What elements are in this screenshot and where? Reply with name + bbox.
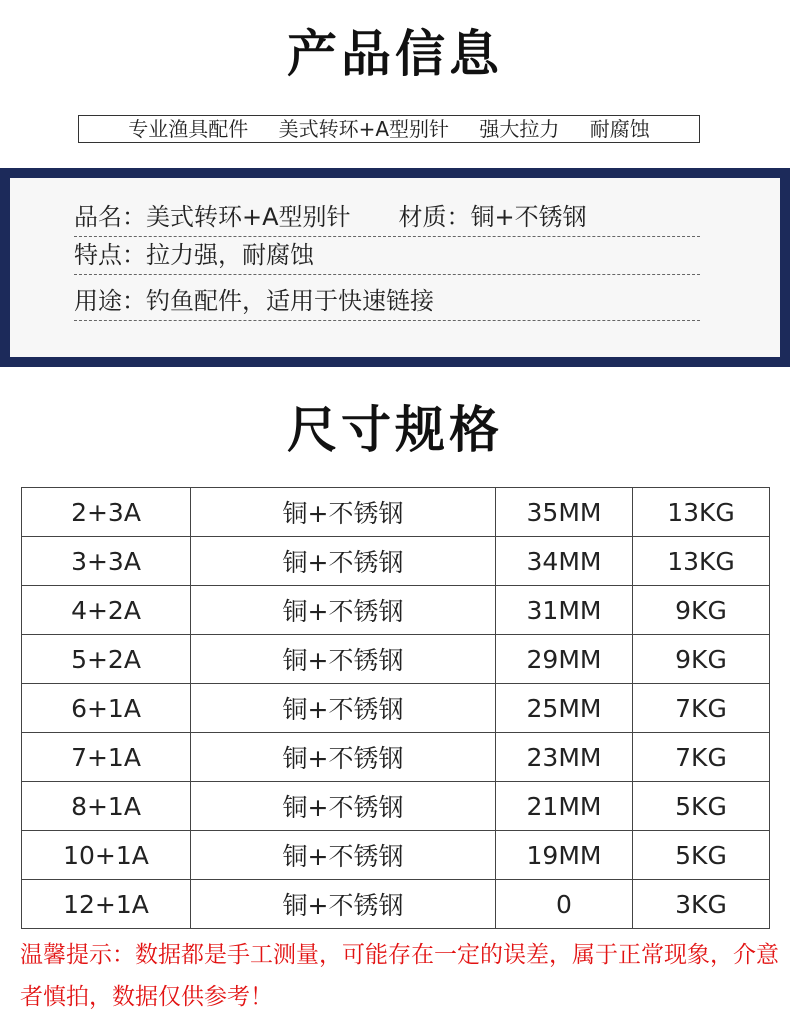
spec-length: 25MM	[496, 684, 633, 733]
spec-strength: 3KG	[633, 880, 770, 929]
table-row	[22, 537, 770, 586]
spec-length: 34MM	[496, 537, 633, 586]
spec-material: 铜+不锈钢	[191, 831, 496, 880]
size-spec-title: 尺寸规格	[287, 401, 503, 459]
table-row	[22, 733, 770, 782]
table-row	[22, 488, 770, 537]
info-panel	[0, 168, 790, 367]
product-name: 品名：美式转环+A型别针	[74, 203, 351, 231]
tagline-item: 专业渔具配件	[128, 117, 249, 141]
spec-model: 4+2A	[22, 586, 191, 635]
info-line-usage	[74, 282, 700, 321]
tagline-box	[78, 115, 700, 143]
table-row	[22, 831, 770, 880]
spec-length: 0	[496, 880, 633, 929]
spec-model: 5+2A	[22, 635, 191, 684]
spec-material: 铜+不锈钢	[191, 733, 496, 782]
spec-material: 铜+不锈钢	[191, 635, 496, 684]
tagline-item: 强大拉力	[479, 117, 560, 141]
table-row	[22, 635, 770, 684]
spec-strength: 9KG	[633, 635, 770, 684]
measurement-note: 温馨提示：数据都是手工测量，可能存在一定的误差，属于正常现象，介意者慎拍，数据仅供参考！	[20, 942, 779, 1010]
spec-length: 35MM	[496, 488, 633, 537]
spec-model: 10+1A	[22, 831, 191, 880]
spec-strength: 7KG	[633, 733, 770, 782]
spec-strength: 5KG	[633, 831, 770, 880]
spec-strength: 13KG	[633, 537, 770, 586]
spec-material: 铜+不锈钢	[191, 488, 496, 537]
table-row	[22, 782, 770, 831]
spec-length: 31MM	[496, 586, 633, 635]
spec-table-body	[22, 488, 770, 929]
spec-strength: 5KG	[633, 782, 770, 831]
info-panel-inner	[10, 178, 780, 357]
product-info-title: 产品信息	[287, 25, 503, 83]
product-feature: 特点：拉力强，耐腐蚀	[74, 241, 314, 269]
tagline-item: 美式转环+A型别针	[278, 117, 450, 141]
spec-material: 铜+不锈钢	[191, 782, 496, 831]
tagline-item: 耐腐蚀	[589, 117, 650, 141]
spec-model: 2+3A	[22, 488, 191, 537]
spec-model: 7+1A	[22, 733, 191, 782]
spec-material: 铜+不锈钢	[191, 586, 496, 635]
spec-length: 21MM	[496, 782, 633, 831]
spec-model: 8+1A	[22, 782, 191, 831]
spec-material: 铜+不锈钢	[191, 537, 496, 586]
spec-model: 3+3A	[22, 537, 191, 586]
spec-table	[21, 487, 770, 929]
table-row	[22, 880, 770, 929]
spec-strength: 7KG	[633, 684, 770, 733]
table-row	[22, 586, 770, 635]
info-line-name-material	[74, 198, 700, 237]
spec-material: 铜+不锈钢	[191, 880, 496, 929]
spec-length: 19MM	[496, 831, 633, 880]
table-row	[22, 684, 770, 733]
spec-material: 铜+不锈钢	[191, 684, 496, 733]
spec-strength: 13KG	[633, 488, 770, 537]
spec-strength: 9KG	[633, 586, 770, 635]
spec-model: 6+1A	[22, 684, 191, 733]
info-line-feature	[74, 236, 700, 275]
spec-length: 23MM	[496, 733, 633, 782]
spec-model: 12+1A	[22, 880, 191, 929]
product-material: 材质：铜+不锈钢	[398, 203, 587, 231]
product-usage: 用途：钓鱼配件，适用于快速链接	[74, 287, 434, 315]
spec-length: 29MM	[496, 635, 633, 684]
